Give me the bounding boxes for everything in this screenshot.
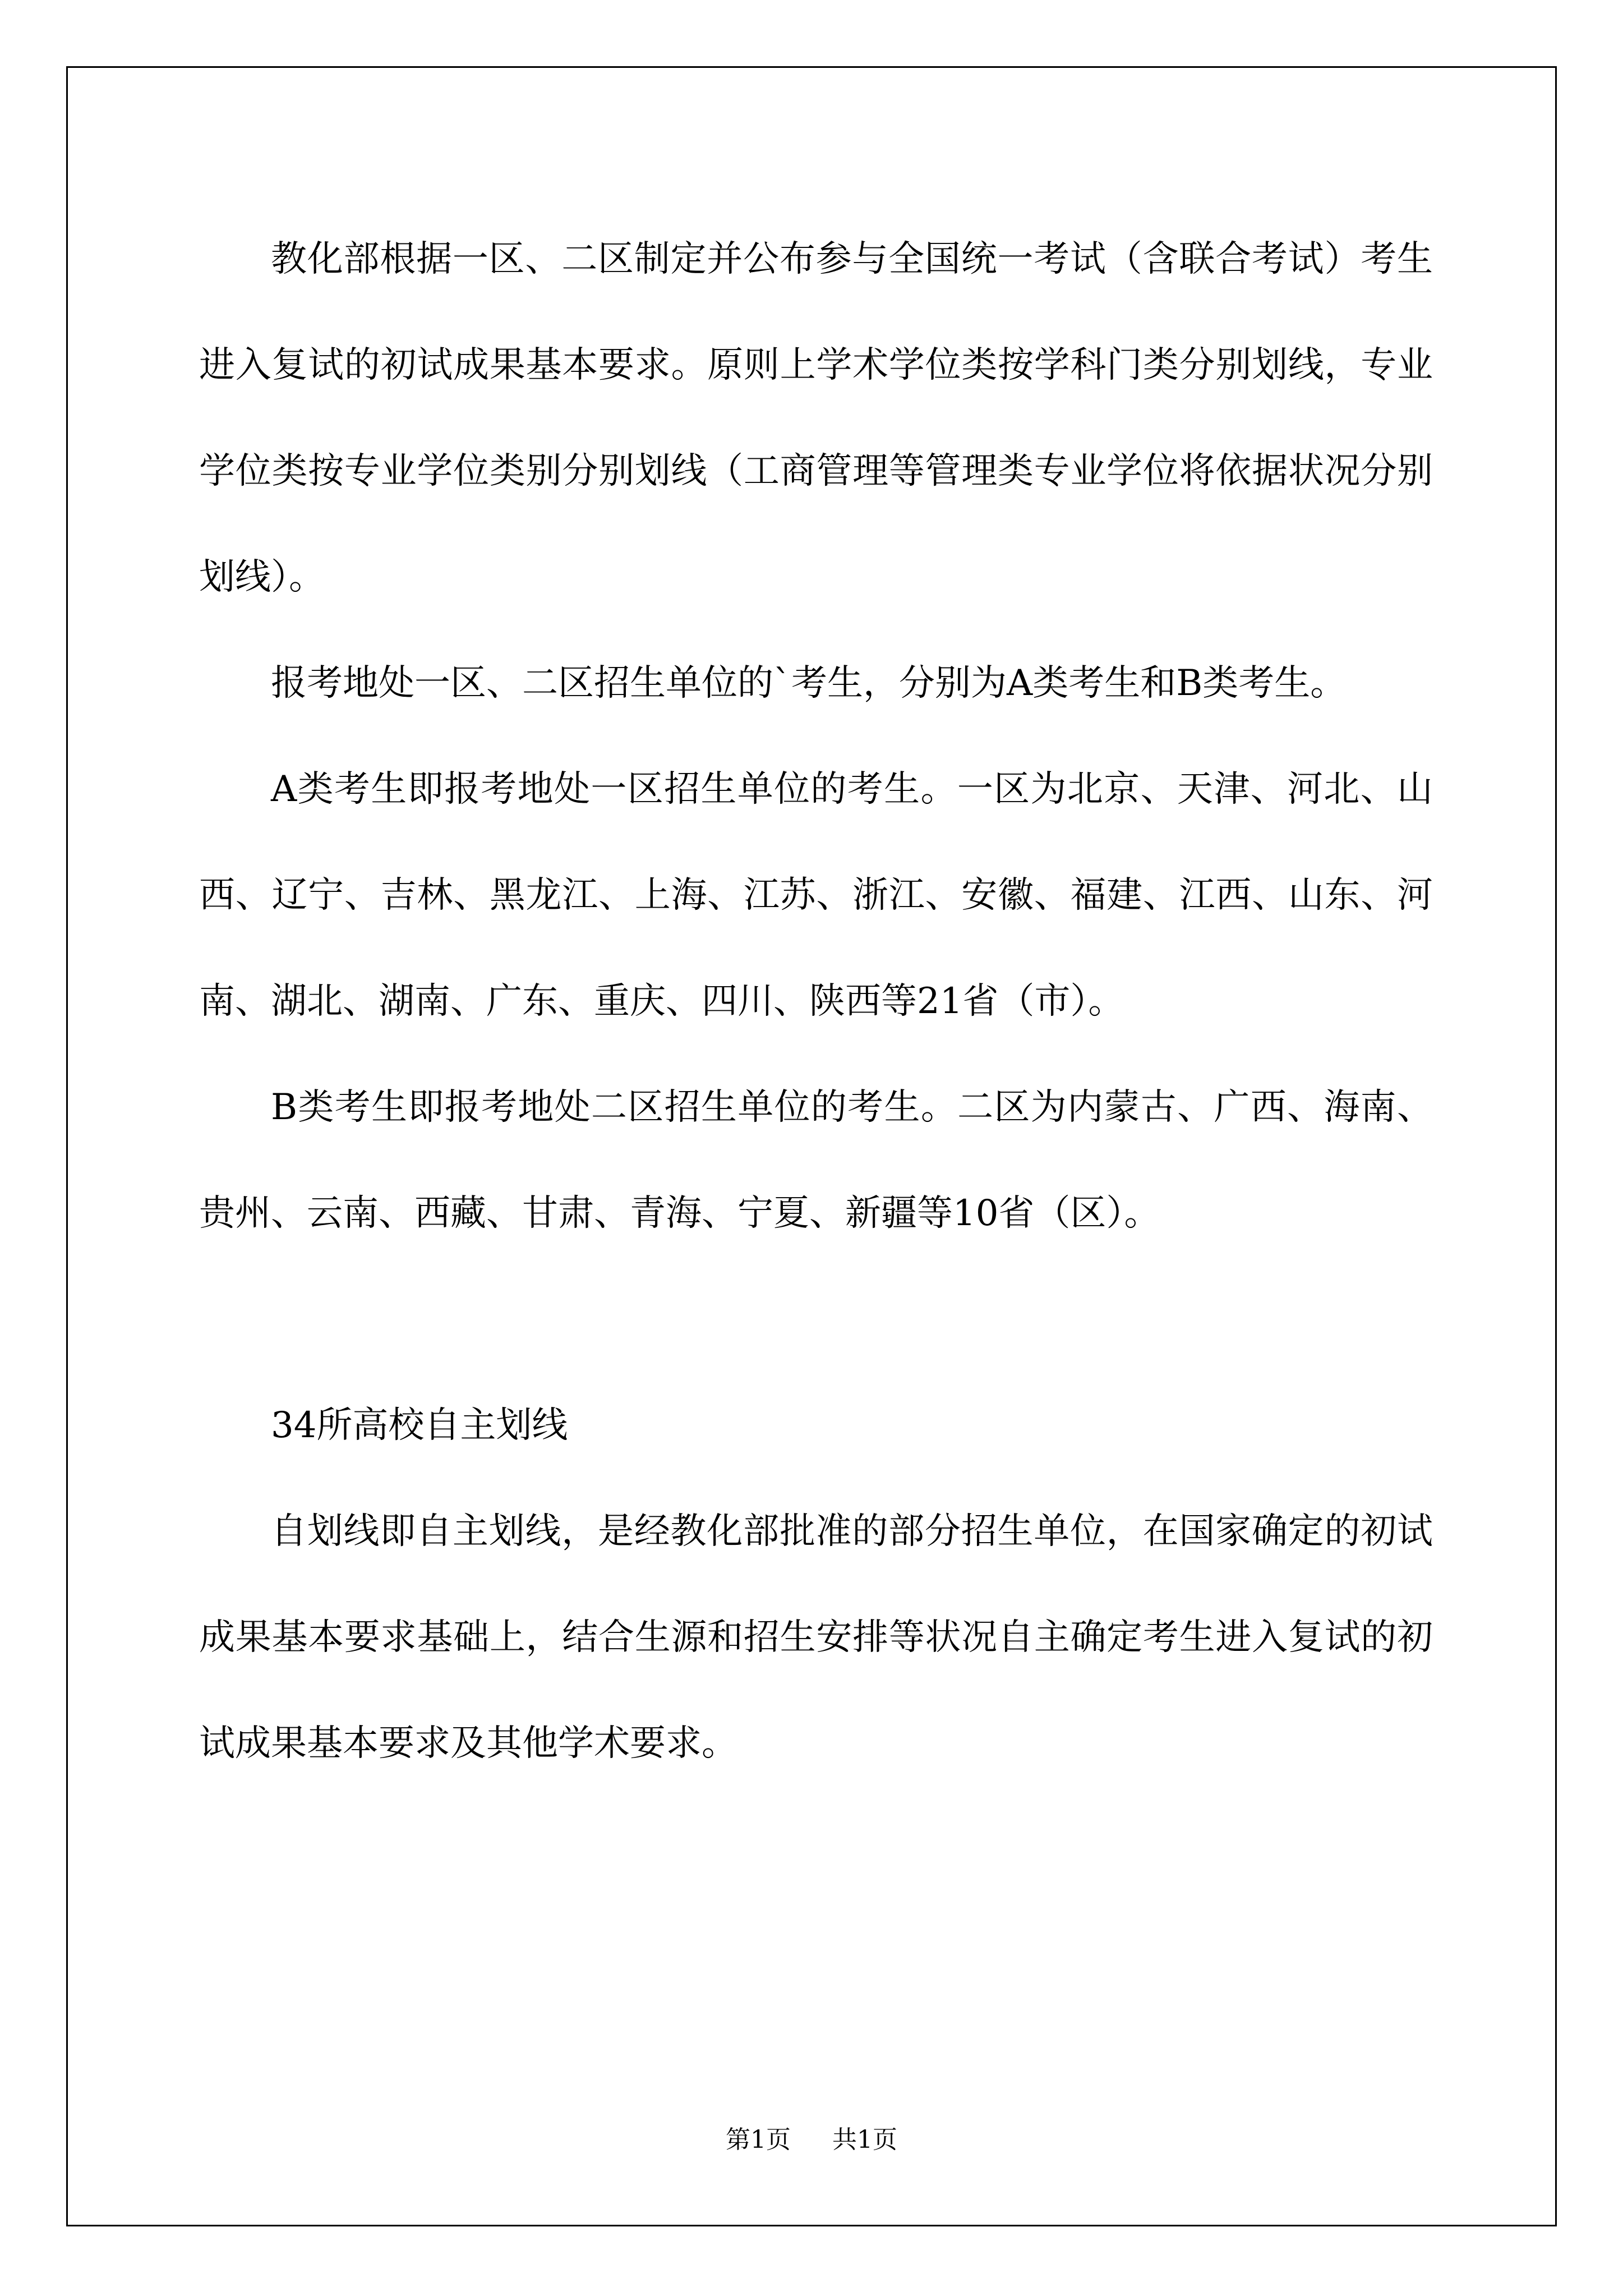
paragraph-class-a: A类考生即报考地处一区招生单位的考生。一区为北京、天津、河北、山西、辽宁、吉林、黑龙江、上海、江苏、浙江、安徽、福建、江西、山东、河南、湖北、湖南、广东、重庆、四川、陕西等21省（市）。	[199, 769, 1433, 1022]
page-total: 共1页	[832, 2125, 897, 2154]
document-body	[199, 206, 1433, 1797]
paragraph-scoring-rules: 教化部根据一区、二区制定并公布参与全国统一考试（含联合考试）考生进入复试的初试成果基本要求。原则上学术学位类按学科门类分别划线，专业学位类按专业学位类别分别划线（工商管理等管理类专业学位将依据状况分别划线）。	[199, 238, 1433, 598]
page-number: 第1页	[726, 2125, 791, 2154]
section-heading: 34所高校自主划线	[271, 1405, 568, 1446]
paragraph-candidate-classes: 报考地处一区、二区招生单位的`考生，分别为A类考生和B类考生。	[271, 662, 1347, 704]
paragraph-self-scoring: 自划线即自主划线，是经教化部批准的部分招生单位，在国家确定的初试成果基本要求基础上，结合生源和招生安排等状况自主确定考生进入复试的初试成果基本要求及其他学术要求。	[199, 1511, 1433, 1764]
paragraph-class-b: B类考生即报考地处二区招生单位的考生。二区为内蒙古、广西、海南、贵州、云南、西藏、甘肃、青海、宁夏、新疆等10省（区）。	[199, 1087, 1433, 1234]
page-footer	[0, 2123, 1623, 2157]
section-spacer	[199, 1267, 1433, 1373]
